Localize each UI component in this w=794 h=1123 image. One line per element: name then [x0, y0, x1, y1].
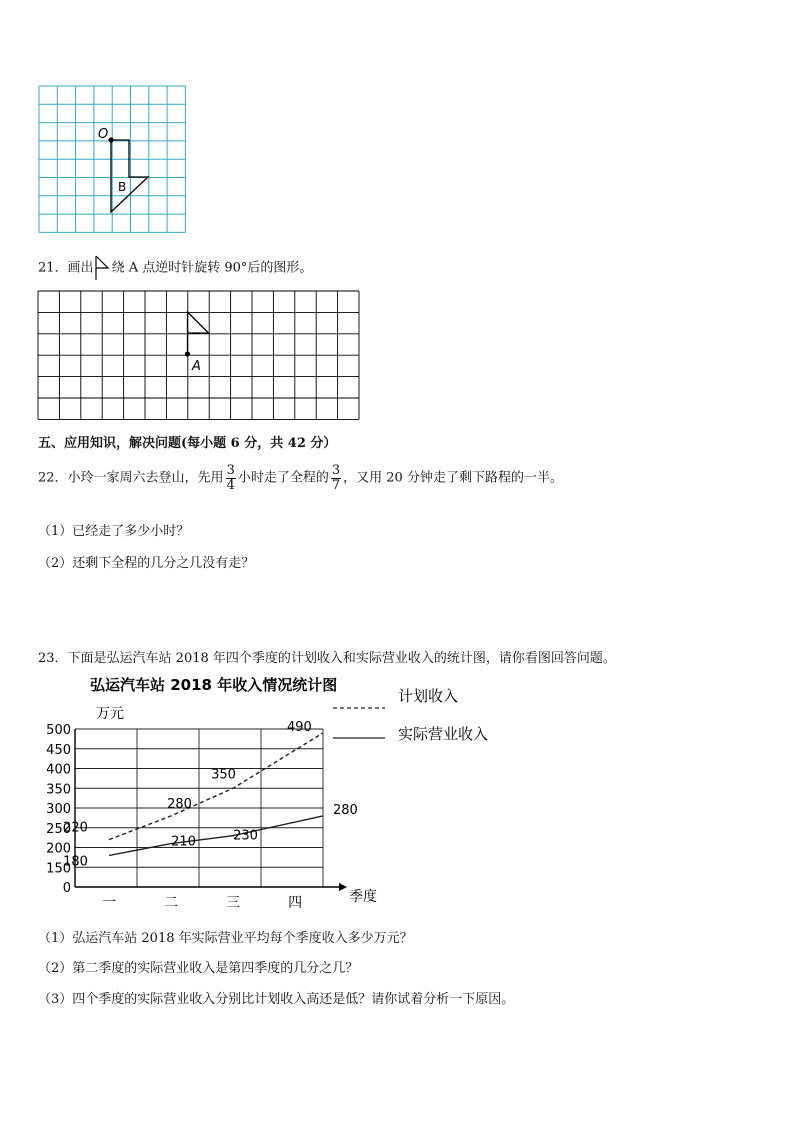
- legend-label: 实际营业收入: [398, 725, 489, 743]
- q23-sub1: （1）弘运汽车站 2018 年实际营业平均每个季度收入多少万元？: [38, 931, 413, 946]
- data-label: 230: [233, 828, 258, 844]
- fraction-three-fourths: $\frac{3}{4}$: [226, 463, 235, 493]
- chart-series: [63, 720, 358, 869]
- data-label: 210: [171, 834, 196, 850]
- q22-sub2: （2）还剩下全程的几分之几没有走？: [38, 556, 255, 571]
- q22-question: 22．小玲一家周六去登山，先用 $\frac{3}{4}$ 小时走了全程的 $\frac{3}{7}$ ，又用 20 分钟走了剩下路程的一半。: [38, 463, 563, 493]
- chart-legend: [333, 687, 488, 743]
- y-tick-label: 150: [46, 861, 71, 877]
- point-a: [185, 351, 190, 356]
- income-line-chart: [30, 668, 510, 916]
- q23-sub2: （2）第二季度的实际营业收入是第四季度的几分之几？: [38, 961, 359, 976]
- y-tick-label: 450: [46, 742, 71, 758]
- chart-gridlines: [75, 729, 323, 887]
- y-tick-label: 400: [46, 762, 71, 778]
- series-line-actual: [109, 816, 323, 856]
- q21-question: 21．画出 绕 A 点逆时针旋转 90°后的图形。: [38, 255, 312, 281]
- q20-grid-figure: [38, 85, 188, 235]
- x-tick-label: 二: [164, 895, 179, 911]
- y-tick-label: 500: [46, 723, 71, 738]
- q22-sub1: （1）已经走了多少小时？: [38, 524, 190, 539]
- y-tick-label: 350: [46, 782, 71, 798]
- data-label: 490: [287, 719, 312, 735]
- label-a: A: [192, 359, 201, 374]
- q23-question: 23．下面是弘运汽车站 2018 年四个季度的计划收入和实际营业收入的统计图，请你看图回答问题。: [38, 651, 616, 666]
- x-axis-label: 季度: [349, 889, 377, 905]
- y-tick-label: 0: [62, 881, 71, 896]
- q22-number: 22．: [38, 470, 68, 486]
- q21-grid-figure: [37, 290, 361, 422]
- x-axis-arrow-icon: [339, 883, 347, 891]
- flag-shape: [188, 312, 209, 354]
- chart-axes: [75, 729, 377, 905]
- section-five-title: 五、应用知识，解决问题(每小题 6 分，共 42 分）: [38, 436, 337, 451]
- label-b: B: [118, 180, 127, 194]
- point-o: [108, 137, 113, 142]
- q21-grid: [38, 291, 359, 419]
- data-label: 180: [63, 854, 88, 870]
- data-label: 220: [63, 820, 88, 836]
- flag-shape-icon: [94, 255, 112, 281]
- q21-number: 21．: [38, 260, 68, 276]
- x-tick-label: 三: [226, 895, 241, 911]
- y-tick-label: 300: [46, 802, 71, 817]
- data-label: 280: [167, 796, 192, 812]
- q23-sub3: （3）四个季度的实际营业收入分别比计划收入高还是低？请你试着分析一下原因。: [38, 992, 515, 1007]
- y-tick-label: 200: [46, 841, 71, 857]
- legend-label: 计划收入: [398, 687, 459, 705]
- x-tick-label: 一: [102, 895, 117, 911]
- q23-number: 23．: [38, 651, 68, 666]
- data-label: 280: [333, 802, 358, 818]
- shape-b: [111, 140, 148, 212]
- label-o: O: [98, 127, 109, 142]
- chart-tick-labels: [46, 723, 302, 911]
- x-tick-label: 四: [288, 895, 303, 911]
- chart-title: 弘运汽车站 2018 年收入情况统计图: [90, 676, 338, 694]
- y-tick-label: 250: [46, 821, 71, 837]
- data-label: 350: [211, 767, 236, 783]
- y-axis-unit: 万元: [96, 706, 124, 722]
- fraction-three-sevenths: $\frac{3}{7}$: [331, 463, 341, 493]
